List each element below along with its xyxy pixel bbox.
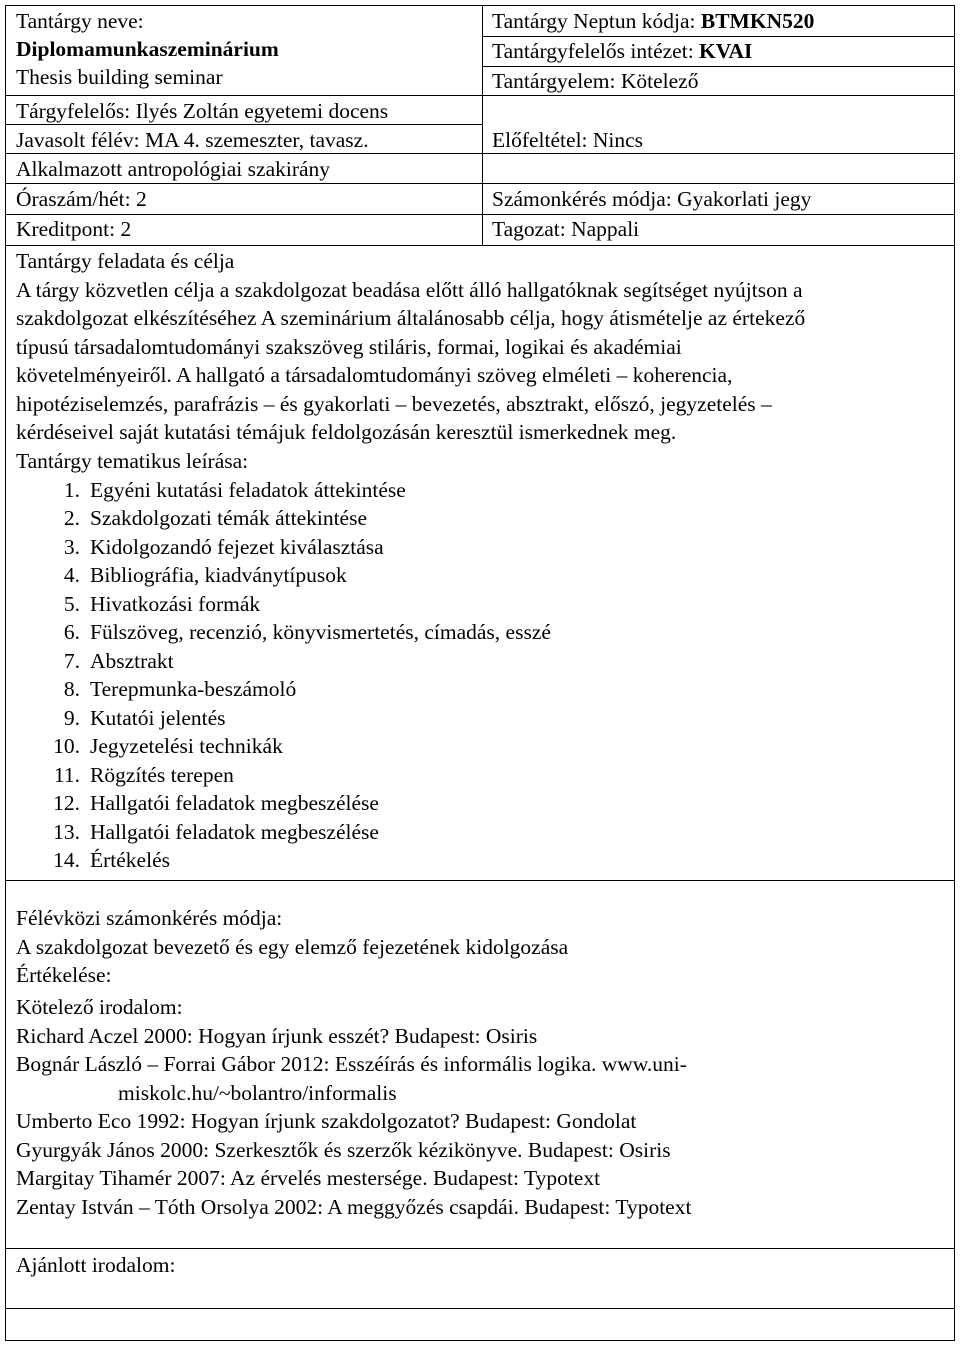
- hours: Óraszám/hét: 2: [16, 187, 147, 211]
- topic-text: Értékelés: [90, 848, 170, 872]
- topic-item: [16, 504, 367, 533]
- reference-item-continuation: miskolc.hu/~bolantro/informalis: [118, 1081, 397, 1105]
- grid-line: [5, 1308, 955, 1309]
- goals-line: hipotéziselemzés, parafrázis – és gyakorlati – bevezetés, absztrakt, előszó, jegyzetelés –: [16, 392, 772, 416]
- topic-item: [16, 618, 551, 647]
- subject-name-hu: Diplomamunkaszeminárium: [16, 37, 279, 61]
- topic-item: [16, 846, 170, 875]
- midterm-label: Félévközi számonkérés módja:: [16, 906, 283, 930]
- grading-label: Értékelése:: [16, 963, 112, 987]
- topic-number: 9.: [63, 706, 80, 730]
- topic-item: [16, 647, 174, 676]
- topic-number: 4.: [63, 563, 80, 587]
- semester: Javasolt félév: MA 4. szemeszter, tavasz.: [16, 128, 369, 152]
- topic-item: [16, 476, 406, 505]
- reference-item: Richard Aczel 2000: Hogyan írjunk esszét? Budapest: Osiris: [16, 1024, 538, 1048]
- topic-text: Jegyzetelési technikák: [90, 734, 283, 758]
- topic-text: Kutatói jelentés: [90, 706, 226, 730]
- responsible: Tárgyfelelős: Ilyés Zoltán egyetemi docens: [16, 99, 389, 123]
- topic-number: 5.: [63, 592, 80, 616]
- topic-number: 12.: [53, 791, 80, 815]
- subject-name-en: Thesis building seminar: [16, 65, 223, 89]
- topic-text: Hallgatói feladatok megbeszélése: [90, 791, 379, 815]
- required-literature-label: Kötelező irodalom:: [16, 995, 183, 1019]
- grid-line: [5, 1248, 955, 1249]
- subject-element: Tantárgyelem: Kötelező: [492, 69, 699, 93]
- reference-item: Gyurgyák János 2000: Szerkesztők és szerzők kézikönyve. Budapest: Osiris: [16, 1138, 671, 1162]
- topic-text: Egyéni kutatási feladatok áttekintése: [90, 478, 406, 502]
- topic-number: 2.: [63, 506, 80, 530]
- grid-line: [5, 214, 955, 215]
- topic-number: 3.: [63, 535, 80, 559]
- topic-text: Rögzítés terepen: [90, 763, 234, 787]
- topic-text: Kidolgozandó fejezet kiválasztása: [90, 535, 384, 559]
- grid-line: [5, 880, 955, 881]
- assessment: Számonkérés módja: Gyakorlati jegy: [492, 187, 812, 211]
- goals-line: típusú társadalomtudományi szakszöveg stiláris, formai, logikai és akadémiai: [16, 335, 682, 359]
- topic-text: Szakdolgozati témák áttekintése: [90, 506, 368, 530]
- institute: [492, 37, 752, 66]
- goals-line: szakdolgozat elkészítéséhez A szeminárium általánosabb célja, hogy átismételje az értekező: [16, 306, 806, 330]
- topic-number: 6.: [63, 620, 80, 644]
- prerequisite: Előfeltétel: Nincs: [492, 128, 644, 152]
- topic-number: 11.: [53, 763, 80, 787]
- topic-number: 10.: [53, 734, 80, 758]
- credits: Kreditpont: 2: [16, 217, 132, 241]
- neptun-label: Tantárgy Neptun kódja:: [492, 9, 701, 33]
- topic-item: [16, 590, 260, 619]
- goals-line: kérdéseivel saját kutatási témájuk feldolgozásán keresztül ismerkednek meg.: [16, 420, 677, 444]
- goals-heading: Tantárgy feladata és célja: [16, 249, 235, 273]
- topics-heading: Tantárgy tematikus leírása:: [16, 449, 249, 473]
- header-divider: [482, 5, 483, 245]
- neptun-code: [492, 7, 814, 36]
- recommended-literature-label: Ajánlott irodalom:: [16, 1253, 176, 1277]
- topic-item: [16, 704, 226, 733]
- reference-item: Margitay Tihamér 2007: Az érvelés mestersége. Budapest: Typotext: [16, 1166, 601, 1190]
- topic-item: [16, 675, 296, 704]
- topic-item: [16, 789, 379, 818]
- midterm-value: A szakdolgozat bevezető és egy elemző fejezetének kidolgozása: [16, 935, 569, 959]
- institute-value: KVAI: [699, 39, 753, 63]
- mode: Tagozat: Nappali: [492, 217, 640, 241]
- topic-text: Bibliográfia, kiadványtípusok: [90, 563, 347, 587]
- grid-line: [5, 245, 955, 246]
- specialization: Alkalmazott antropológiai szakirány: [16, 157, 331, 181]
- topic-text: Hivatkozási formák: [90, 592, 261, 616]
- subject-name-label: Tantárgy neve:: [16, 9, 144, 33]
- reference-item: Umberto Eco 1992: Hogyan írjunk szakdolgozatot? Budapest: Gondolat: [16, 1109, 637, 1133]
- neptun-value: BTMKN520: [700, 9, 815, 33]
- topic-item: [16, 732, 283, 761]
- topic-number: 8.: [63, 677, 80, 701]
- topic-item: [16, 561, 347, 590]
- topic-text: Hallgatói feladatok megbeszélése: [90, 820, 379, 844]
- reference-item: Zentay István – Tóth Orsolya 2002: A meggyőzés csapdái. Budapest: Typotext: [16, 1195, 692, 1219]
- goals-line: követelményeiről. A hallgató a társadalomtudományi szöveg elméleti – koherencia,: [16, 363, 733, 387]
- topic-number: 1.: [63, 478, 80, 502]
- topic-text: Fülszöveg, recenzió, könyvismertetés, címadás, esszé: [90, 620, 551, 644]
- topic-item: [16, 533, 384, 562]
- topic-item: [16, 761, 234, 790]
- topic-number: 14.: [53, 848, 80, 872]
- topic-item: [16, 818, 379, 847]
- topic-text: Absztrakt: [90, 649, 174, 673]
- topic-number: 7.: [63, 649, 80, 673]
- topic-number: 13.: [53, 820, 80, 844]
- institute-label: Tantárgyfelelős intézet:: [492, 39, 700, 63]
- topic-text: Terepmunka-beszámoló: [90, 677, 297, 701]
- reference-item: Bognár László – Forrai Gábor 2012: Esszéírás és informális logika. www.uni-: [16, 1052, 687, 1076]
- goals-line: A tárgy közvetlen célja a szakdolgozat beadása előtt álló hallgatóknak segítséget nyújtson a: [16, 278, 803, 302]
- grid-line: [5, 95, 955, 96]
